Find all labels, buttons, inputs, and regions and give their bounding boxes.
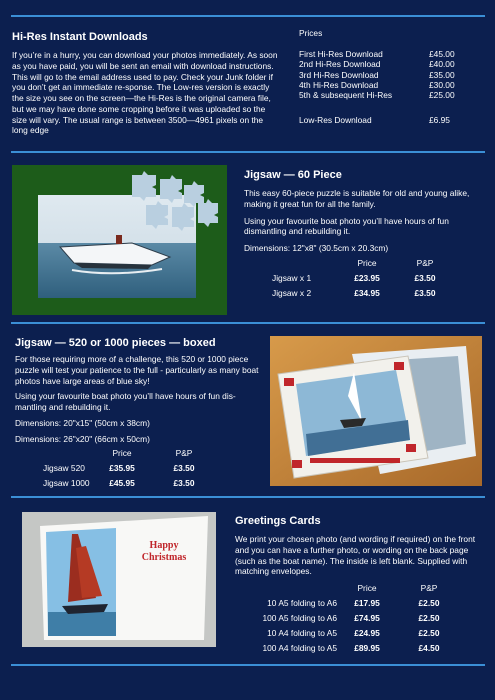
row-pp: £2.50 <box>418 628 440 639</box>
price-row <box>299 70 469 80</box>
row-pp: £4.50 <box>418 643 440 654</box>
row-pp: £3.50 <box>173 463 195 474</box>
row-pp: £2.50 <box>418 598 440 609</box>
greetings-desc: We print your chosen photo (and wording if required) on the front and you can have a further photo, or wording on the back page (such as the boat name). The inside is left blank. Supplied with matching envelopes. <box>235 534 476 577</box>
jigsaw-60-desc: This easy 60-piece puzzle is suitable for old and young alike, making it great fun for all the family. <box>244 188 470 209</box>
col-price: Price <box>357 583 377 594</box>
jigsaw-boxed-section <box>15 336 265 491</box>
jigsaw-boxed-dim-2: Dimensions: 26"x20" (66cm x 50cm) <box>15 433 150 444</box>
divider-2 <box>11 322 485 324</box>
jigsaw-60-price-table <box>272 256 454 301</box>
row-label: Jigsaw x 1 <box>272 272 312 283</box>
price-label: 2nd Hi-Res Download <box>299 59 381 70</box>
prices-heading: Prices <box>299 28 323 38</box>
greetings-title: Greetings Cards <box>235 515 321 527</box>
table-row <box>272 271 454 286</box>
row-price: £23.95 <box>354 272 380 283</box>
divider-1 <box>11 151 485 153</box>
price-row-lowres <box>299 115 469 125</box>
card-greeting-line-2: Christmas <box>141 551 187 563</box>
greetings-section <box>235 514 483 656</box>
row-label: Jigsaw x 2 <box>272 287 312 298</box>
row-price: £35.95 <box>109 463 135 474</box>
jigsaw-60-photo <box>12 165 227 315</box>
price-label: Low-Res Download <box>299 114 372 125</box>
row-pp: £3.50 <box>173 478 195 489</box>
jigsaw-boxed-desc: For those requiring more of a challenge, this 520 or 1000 piece puzzle will test your patience to the full - particularly as many boat photos have large areas of blue sky! <box>15 354 259 386</box>
price-label: First Hi-Res Download <box>299 48 383 59</box>
row-price: £34.95 <box>354 287 380 298</box>
table-row <box>43 461 217 476</box>
row-price: £74.95 <box>354 613 380 624</box>
jigsaw-60-desc-2: Using your favourite boat photo you’ll have hours of fun dismantling and rebuilding it. <box>244 215 449 237</box>
table-row <box>43 476 217 491</box>
col-price: Price <box>112 448 132 459</box>
jigsaw-boxed-dim-1: Dimensions: 20"x15" (50cm x 38cm) <box>15 417 150 428</box>
row-label: 10 A4 folding to A5 <box>267 628 337 639</box>
price-row <box>299 90 469 100</box>
table-row <box>239 641 461 656</box>
hires-section <box>12 30 280 136</box>
col-pp: P&P <box>175 448 193 459</box>
jigsaw-60-dimensions: Dimensions: 12"x8" (30.5cm x 20.3cm) <box>244 243 389 254</box>
hires-title: Hi-Res Instant Downloads <box>12 31 148 43</box>
row-price: £89.95 <box>354 643 380 654</box>
price-value: £30.00 <box>429 79 455 90</box>
jigsaw-box-photo <box>270 336 482 486</box>
divider-3 <box>11 496 485 498</box>
jigsaw-boxed-title: Jigsaw — 520 or 1000 pieces — boxed <box>15 337 216 349</box>
hires-price-list <box>299 28 469 125</box>
price-value: £6.95 <box>429 114 450 125</box>
col-pp: P&P <box>416 257 434 268</box>
divider-top <box>11 15 485 17</box>
price-value: £25.00 <box>429 90 455 101</box>
row-pp: £3.50 <box>414 272 436 283</box>
row-price: £45.95 <box>109 478 135 489</box>
price-row <box>299 49 469 59</box>
divider-bottom <box>11 664 485 666</box>
jigsaw-boxed-price-table <box>43 446 217 491</box>
table-row <box>272 286 454 301</box>
row-label: 100 A5 folding to A6 <box>262 613 337 624</box>
row-pp: £3.50 <box>414 287 436 298</box>
row-price: £24.95 <box>354 628 380 639</box>
price-row <box>299 59 469 69</box>
row-label: Jigsaw 520 <box>43 463 85 474</box>
col-pp: P&P <box>420 583 438 594</box>
price-row <box>299 80 469 90</box>
price-value: £40.00 <box>429 59 455 70</box>
price-label: 4th Hi-Res Download <box>299 79 379 90</box>
jigsaw-boxed-desc-2: Using your favourite boat photo you’ll have hours of fun dis-mantling and rebuilding it. <box>15 391 236 413</box>
card-greeting-line-1: Happy <box>149 540 179 551</box>
price-value: £45.00 <box>429 48 455 59</box>
row-label: 100 A4 folding to A5 <box>262 643 337 654</box>
jigsaw-60-title: Jigsaw — 60 Piece <box>244 169 342 181</box>
row-label: Jigsaw 1000 <box>43 478 90 489</box>
price-value: £35.00 <box>429 69 455 80</box>
table-row <box>239 626 461 641</box>
row-price: £17.95 <box>354 598 380 609</box>
price-label: 5th & subsequent Hi-Res <box>299 90 393 101</box>
jigsaw-60-section <box>244 168 484 301</box>
table-row <box>239 611 461 626</box>
greeting-card-photo <box>22 512 216 647</box>
col-price: Price <box>357 257 377 268</box>
hires-body: If you’re in a hurry, you can download your photos immediately. As soon as you have paid, you will be sent an email with download instructions. This will go to the email address used to pay. Check your Junk folder if you don’t get an immediate re-sponse. The Low-res version is exactly the size you see on the screen—the Hi-Res is the original camera file, but we may have done some cropping before it was uploaded so the size will vary. The usual range is between 3500—4961 pixels on the long edge <box>12 50 278 136</box>
price-label: 3rd Hi-Res Download <box>299 69 379 80</box>
row-pp: £2.50 <box>418 613 440 624</box>
table-row <box>239 596 461 611</box>
row-label: 10 A5 folding to A6 <box>267 598 337 609</box>
greetings-price-table <box>239 581 461 656</box>
